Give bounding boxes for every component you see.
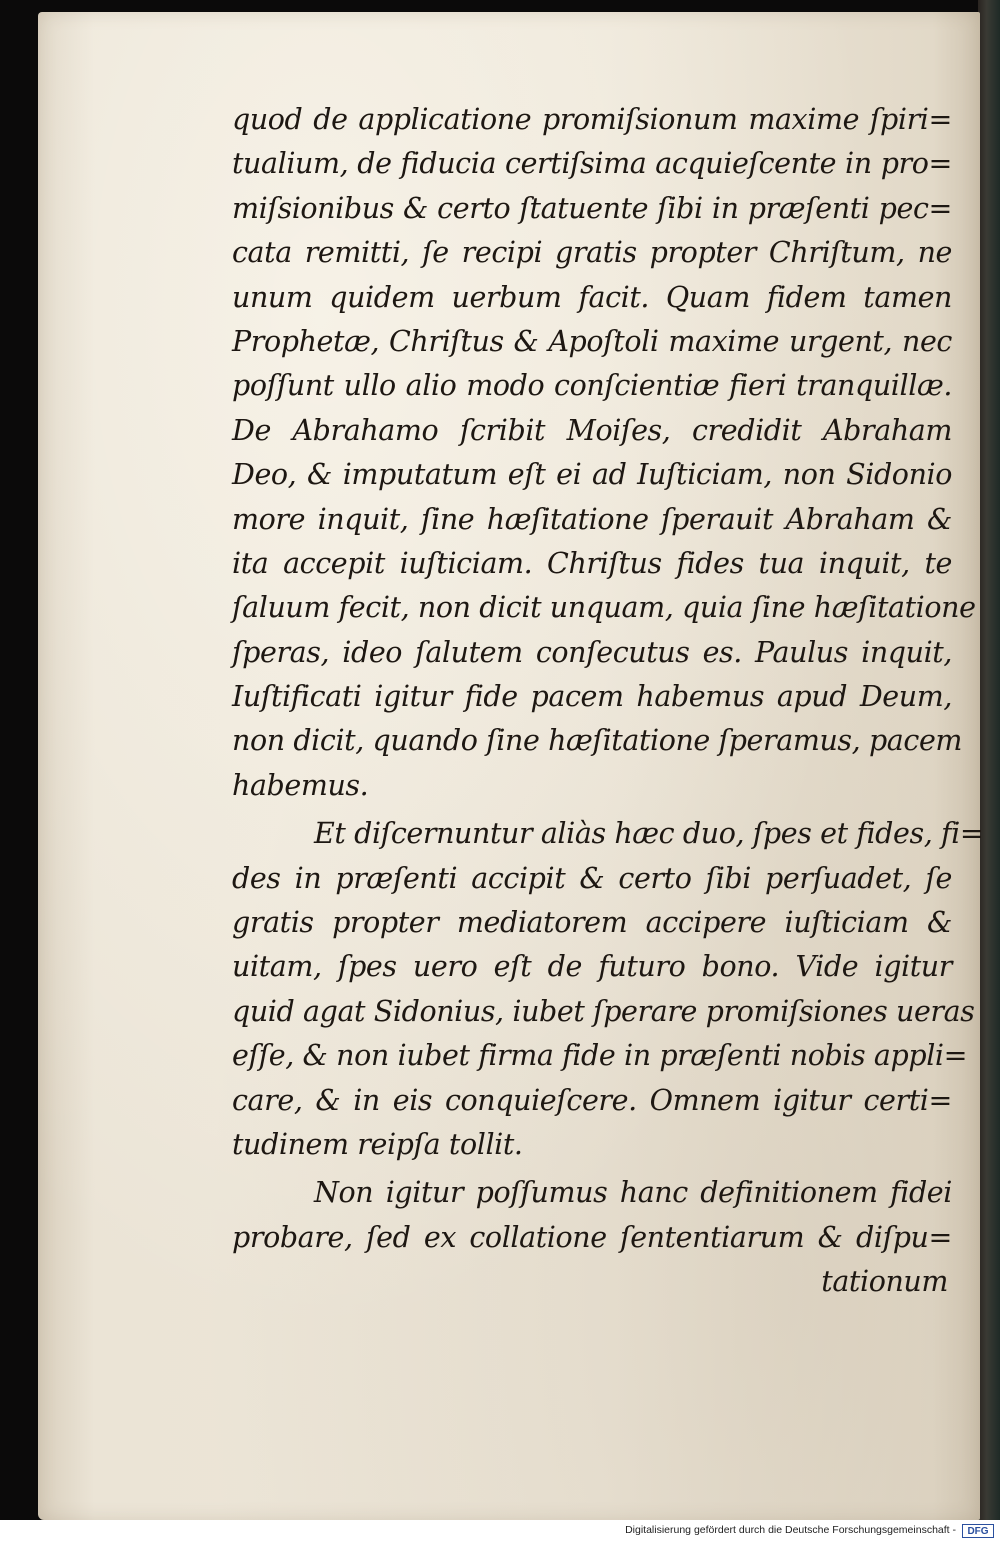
text-line: uitam, ſpes uero eſt de futuro bono. Vide igitur bbox=[232, 950, 952, 984]
text-line: quod de applicatione promiſsionum maxime ſpiri= bbox=[232, 103, 952, 136]
text-line: des in præſenti accipit & certo ſibi perſuadet, ſe bbox=[232, 861, 952, 895]
text-line: unum quidem uerbum facit. Quam fidem tamen bbox=[232, 280, 952, 314]
funding-credit: Digitalisierung gefördert durch die Deutsche Forschungsgemeinschaft - bbox=[625, 1524, 956, 1536]
paragraph-start-line: Et diſcernuntur aliàs hæc duo, ſpes et fides, fi= bbox=[314, 817, 984, 851]
text-line: cata remitti, ſe recipi gratis propter Chriſtum, ne bbox=[232, 236, 952, 270]
text-line: Prophetæ, Chriſtus & Apoſtoli maxime urgent, nec bbox=[232, 324, 952, 358]
dfg-logo-icon: DFG bbox=[962, 1524, 994, 1538]
text-line: probare, ſed ex collatione ſententiarum & diſpu= bbox=[232, 1220, 952, 1254]
text-line: De Abrahamo ſcribit Moiſes, credidit Abraham bbox=[232, 413, 952, 447]
footer-bar bbox=[0, 1520, 1000, 1543]
text-line: ſperas, ideo ſalutem conſecutus es. Paulus inquit, bbox=[232, 635, 952, 669]
text-line: more inquit, ſine hæſitatione ſperauit Abraham & bbox=[232, 502, 952, 536]
catchword: tationum bbox=[821, 1265, 948, 1299]
text-line: non dicit, quando ſine hæſitatione ſperamus, pacem bbox=[232, 724, 963, 758]
text-line: Iuſtificati igitur fide pacem habemus apud Deum, bbox=[232, 680, 952, 714]
text-line: care, & in eis conquieſcere. Omnem igitur certi= bbox=[232, 1083, 952, 1117]
text-line: gratis propter mediatorem accipere iuſticiam & bbox=[232, 906, 952, 940]
text-line: habemus. bbox=[232, 768, 369, 802]
text-line: ita accepit iuſticiam. Chriſtus fides tua inquit, te bbox=[232, 546, 952, 580]
text-line: ſaluum fecit, non dicit unquam, quia ſine hæſitatione bbox=[232, 591, 976, 625]
text-line: miſsionibus & certo ſtatuente ſibi in præſenti pec= bbox=[232, 191, 952, 225]
text-line: tualium, de fiducia certiſsima acquieſcente in pro= bbox=[232, 147, 952, 181]
text-line: quid agat Sidonius, iubet ſperare promiſsiones ueras bbox=[232, 994, 975, 1028]
text-line: Deo, & imputatum eſt ei ad Iuſticiam, non Sidonio bbox=[232, 458, 952, 492]
text-line: eſſe, & non iubet firma fide in præſenti nobis appli= bbox=[232, 1039, 968, 1073]
text-line: poſſunt ullo alio modo conſcientiæ fieri tranquillæ. bbox=[232, 369, 952, 403]
paragraph-start-line: Non igitur poſſumus hanc definitionem fidei bbox=[314, 1176, 952, 1210]
book-edge bbox=[978, 0, 1000, 1520]
page-text bbox=[232, 98, 984, 1305]
text-line: tudinem reipſa tollit. bbox=[232, 1127, 523, 1161]
